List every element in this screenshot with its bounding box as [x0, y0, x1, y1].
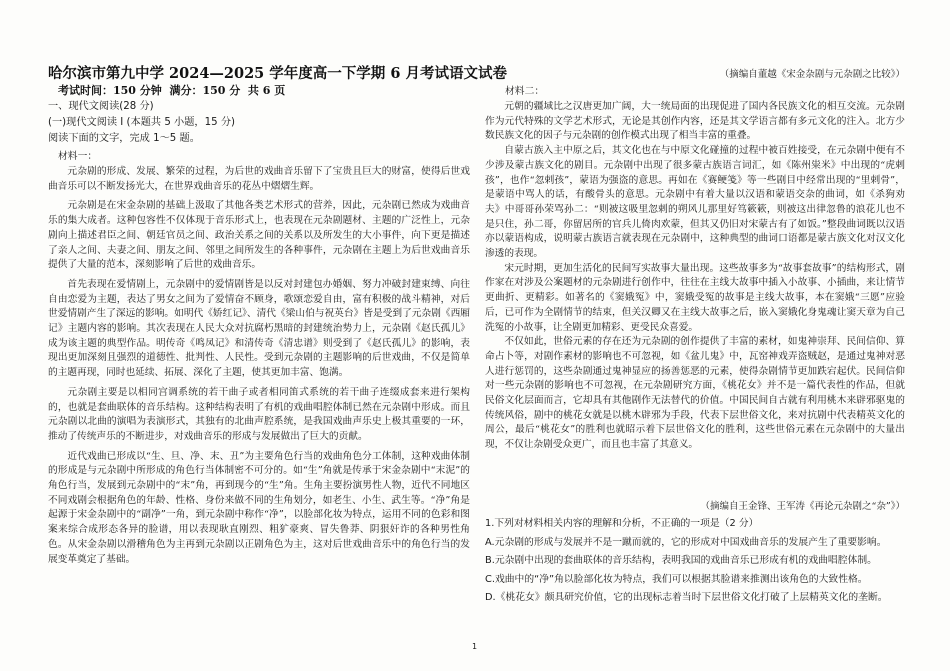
material-two-paragraph: 宋元时期，更加生活化的民间写实故事大量出现。这些故事多为“故事套故事”的结构形式，剧作家在对涉及公案题材的元杂剧进行创作中，往往在主线大故事中插入小故事、小插曲，来让情节更曲折、更精彩。如著名的《窦娥冤》中，窦娥受冤的故事是主线大故事，本在窦娥“三愿”应验后，已可作为全剧情节的结束，但关汉卿又在主线大故事之后，嵌入窦娥化身鬼魂让窦天章为自己洗冤的小故事，让全剧更加精彩、更受民众喜爱。 [485, 262, 905, 333]
material-one-paragraph: 元杂剧的形成、发展、繁荣的过程，为后世的戏曲音乐留下了宝贵且巨大的财富，使得后世戏曲音乐可以不断发扬光大，在世界戏曲音乐的花丛中熠熠生辉。 [48, 166, 470, 192]
material-one-body [48, 165, 470, 605]
material-two-paragraph: 元朝的疆域比之汉唐更加广阔，大一统局面的出现促进了国内各民族文化的相互交流。元杂剧作为元代特殊的文学艺术形式，无论是其创作内容，还是其文学语言都有多元文化的注入。北方少数民族文化的因子与元杂剧的创作模式出现了相当丰富的重叠。 [485, 101, 905, 142]
subsection-title: (一)现代文阅读 I (本题共 5 小题，15 分) [48, 117, 235, 128]
material-two-paragraph: 不仅如此，世俗元素的存在还为元杂剧的创作提供了丰富的素材，如鬼神崇拜、民间信仰、算命占卜等，对剧作素材的影响也不可忽视，如《盆儿鬼》中，瓦窑神戏弄盗贼赵，是通过鬼神对恶人进行惩罚的，这些杂剧通过鬼神显应的扬善惩恶的元素，使得杂剧情节更加跌宕起伏。民间信仰对一些元杂剧的影响也不可忽视，在元杂剧研究方面，《桃花女》并不是一篇代表性的作品，但就民俗文化层面而言，它却具有其他剧作无法替代的价值。中国民间自古就有利用桃木来辟邪驱鬼的传统风俗，剧中的桃花女就是以桃木辟邪为手段，代表下层世俗文化，来对抗剧中代表精英文化的周公，最后“桃花女”的胜利也就昭示着下层世俗文化的胜利，这些世俗元素在元杂剧中的大量出现，不仅让杂剧受众更广，而且也丰富了其意义。 [485, 336, 905, 451]
question-1-option-b: B.元杂剧中出现的套曲联体的音乐结构，表明我国的戏曲音乐已形成有机的戏曲唱腔体制。 [485, 555, 877, 567]
question-1 [485, 515, 905, 608]
question-1-option-c: C.戏曲中的“净”角以脸部化妆为特点，我们可以根据其脸谱来推测出该角色的大致性格。 [485, 573, 868, 585]
material-one-paragraph: 元杂剧是在宋金杂剧的基础上汲取了其他各类艺术形式的营养，因此，元杂剧已然成为戏曲音乐的集大成者。这种包容性不仅体现于音乐形式上，也表现在元杂剧题材、主题的广泛性上，元杂剧向上描述君臣之间、朝廷官员之间、政治关系之间的关系以及所发生的大小事件，向下更是描述了亲人之间、夫妻之间、朋友之间、邻里之间所发生的各种事件，元杂剧在主题上为后世戏曲音乐提供了大量的范本，深刻影响了后世的戏曲音乐。 [48, 200, 470, 271]
section-title: 一、现代文阅读(28 分) [48, 101, 154, 112]
material-one-paragraph: 近代戏曲已形成以“生、旦、净、末、丑”为主要角色行当的戏曲角色分工体制，这种戏曲体制的形成是与元杂剧中所形成的角色行当体制密不可分的。如“生”角就是传承于宋金杂剧中“末泥”的角色行当，发展到元杂剧中的“末”角，再到现今的“生”角。生角主要扮演男性人物，近代不同地区不同戏剧会根据角色的年龄、性格、身份来做不同的生角划分，如老生、小生、武生等。“净”角是起源于宋金杂剧中的“副净”一角，到元杂剧中称作“净”，以脸部化妆为特点，运用不同的色彩和图案来综合成形态各异的脸谱，用以表现耿直刚烈、粗犷豪爽、冒失鲁莽、阴狠奸诈的各种男性角色。从宋金杂剧以滑稽角色为主再到元杂剧以正剧角色为主，这对后世戏曲音乐中的角色行当的发展变革奠定了基础。 [48, 450, 470, 565]
material-two-label: 材料二： [505, 86, 545, 97]
question-1-stem: 1.下列对材料相关内容的理解和分析，不正确的一项是（2 分） [485, 518, 759, 529]
question-1-option-d: D.《桃花女》颇具研究价值，它的出现标志着当时下层世俗文化打破了上层精英文化的垄断。 [485, 592, 888, 604]
exam-title: 哈尔滨市第九中学 2024—2025 学年度高一下学期 6 月考试语文试卷 [48, 65, 507, 82]
page-number: 1 [472, 642, 478, 651]
reading-instruction: 阅读下面的文字，完成 1～5 题。 [48, 133, 200, 144]
question-1-option-a: A.元杂剧的形成与发展并不是一蹴而就的，它的形成对中国戏曲音乐的发展产生了重要影响。 [485, 536, 887, 548]
material-two-source: （摘编自王金锋、王军涛《再论元杂剧之“杂”》） [700, 501, 905, 512]
material-one-paragraph: 元杂剧主要是以相同宫调系统的若干曲子或者相同笛式系统的若干曲子连缀成套来进行架构的，也就是套曲联体的音乐结构。这种结构表明了有机的戏曲唱腔体制已然在元杂剧中形成。而且元杂剧以北曲的演唱为表演形式，其独有的北曲声腔系统，是我国戏曲声乐史上极其重要的一环，推动了传统声乐的不断进步，对戏曲音乐的形成与发展做出了巨大的贡献。 [48, 386, 470, 442]
material-one-source: （摘编自董越《宋金杂剧与元杂剧之比较》） [719, 69, 905, 80]
material-one-label: 材料一： [58, 151, 98, 162]
material-two-paragraph: 自蒙古族入主中原之后，其文化也在与中原文化碰撞的过程中被百姓接受，在元杂剧中便有不少涉及蒙古族文化的剧目。元杂剧中出现了很多蒙古族语言词汇，如《陈州粜米》中出现的“虎剌孩”，也作“忽剌孩”，蒙语为强盗的意思。再如在《赛鲠笺》等一些剧目中经常出现的“里剌骨”，是蒙语中骂人的话，有酸骨头的意思。元杂剧中有着大量以汉语和蒙语交杂的曲词，如《杀狗劝夫》中哥哥孙荣骂孙二：“则被这吸里忽剌的朔风儿那里好笃簌簌，则被这出律忽鲁的浪花儿也不是只住，孙二哥，你留居所的官兵儿倚肉欢蒙，但其又仍旧对宋蒙古有了如饭。”整段曲词既以汉语亦以蒙语构成，说明蒙古族语言就表现在元杂剧中，这种典型的曲词口语都是蒙古族文化对汉文化渗透的表现。 [485, 145, 905, 260]
material-one-paragraph: 首先表现在爱情剧上，元杂剧中的爱情剧皆是以反对封建包办婚姻、努力冲破封建束缚、向往自由恋爱为主题，表达了男女之间为了爱情奋不顾身，歌颂恋爱自由，富有积极的战斗精神，对后世爱情剧产生了深远的影响。如明代《娇红记》、清代《梁山伯与祝英台》皆是受到了元杂剧《西厢记》主题内容的影响。其次表现在人民大众对抗腐朽黑暗的封建统治势力上，元杂剧《赵氏孤儿》成为该主题的典型作品。明传奇《鸣凤记》和清传奇《清忠谱》则受到了《赵氏孤儿》的影响，表现出更加深刻且强烈的道德性、批判性、人民性。受到元杂剧的主题影响的后世戏曲，不仅是简单的主题再现，同时也延续、拓展、深化了主题，使其更加丰富、饱满。 [48, 278, 470, 379]
material-two-body [485, 100, 905, 498]
exam-info: 考试时间：150 分钟 满分：150 分 共 6 页 [58, 84, 286, 97]
